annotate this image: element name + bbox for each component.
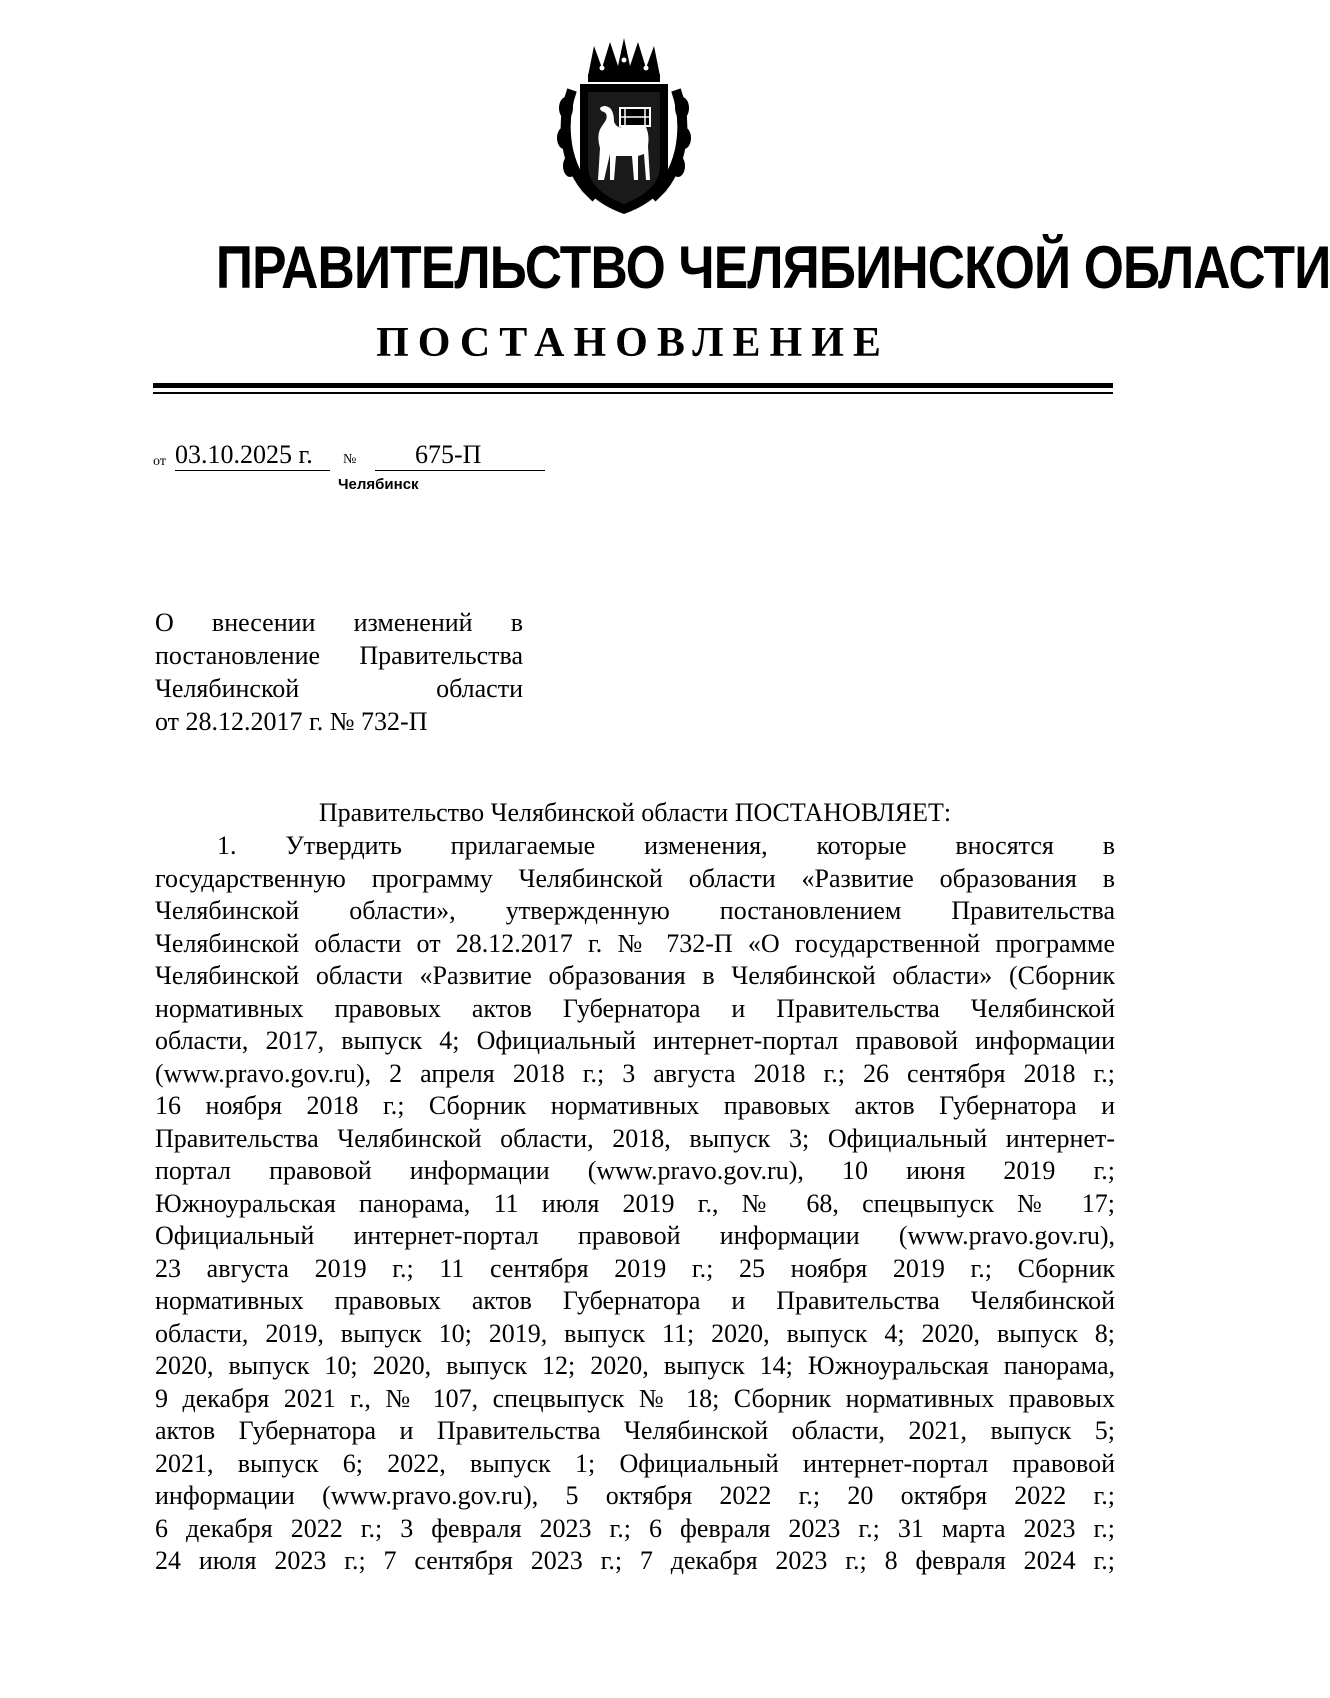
body-line: Челябинской области «Развитие образования в Челябинской области» (Сборник (155, 961, 1115, 990)
body-line: Южноуральская панорама, 11 июля 2019 г., № 68, спецвыпуск № 17; (155, 1188, 1115, 1218)
body-line: Официальный интернет-портал правовой информации (www.pravo.gov.ru), (155, 1221, 1115, 1250)
body-line: 24 июля 2023 г.; 7 сентября 2023 г.; 7 декабря 2023 г.; 8 февраля 2024 г.; (155, 1546, 1115, 1575)
document-type: ПОСТАНОВЛЕНИЕ (376, 320, 890, 366)
body-line: 23 августа 2019 г.; 11 сентября 2019 г.; 25 ноября 2019 г.; Сборник (155, 1253, 1115, 1283)
subject-line: О внесении изменений в (155, 608, 523, 637)
body-line: Правительства Челябинской области, 2018, выпуск 3; Официальный интернет- (155, 1123, 1115, 1153)
body-line: 1. Утвердить прилагаемые изменения, которые вносятся в (217, 831, 1115, 860)
coat-of-arms-icon (558, 38, 690, 216)
body-line: 9 декабря 2021 г., № 107, спецвыпуск № 18; Сборник нормативных правовых (155, 1383, 1115, 1413)
body-line: актов Губернатора и Правительства Челябинской области, 2021, выпуск 5; (155, 1416, 1115, 1445)
body-line: портал правовой информации (www.pravo.gov.ru), 10 июня 2019 г.; (155, 1156, 1115, 1185)
body-line: Челябинской области от 28.12.2017 г. № 732-П «О государственной программе (155, 928, 1115, 958)
header-divider-thin (153, 392, 1113, 394)
body-line: нормативных правовых актов Губернатора и Правительства Челябинской (155, 993, 1115, 1023)
document-number: 675-П (375, 440, 545, 471)
resolution-intro: Правительство Челябинской области ПОСТАНОВЛЯЕТ: (318, 798, 952, 827)
body-line: (www.pravo.gov.ru), 2 апреля 2018 г.; 3 августа 2018 г.; 26 сентября 2018 г.; (155, 1058, 1115, 1088)
number-sign: № (343, 452, 357, 467)
body-line: области, 2019, выпуск 10; 2019, выпуск 11; 2020, выпуск 4; 2020, выпуск 8; (155, 1318, 1115, 1348)
header-divider-thick (153, 383, 1113, 388)
body-line: Челябинской области», утвержденную постановлением Правительства (155, 896, 1115, 925)
date-prefix: от (153, 454, 166, 469)
body-line: 6 декабря 2022 г.; 3 февраля 2023 г.; 6 февраля 2023 г.; 31 марта 2023 г.; (155, 1513, 1115, 1543)
resolution-body (155, 830, 1115, 1578)
subject-line: Челябинской области (155, 674, 523, 703)
document-subject (155, 606, 523, 738)
subject-line: от 28.12.2017 г. № 732-П (155, 707, 428, 736)
document-date: 03.10.2025 г. (175, 440, 330, 471)
body-line: государственную программу Челябинской области «Развитие образования в (155, 863, 1115, 893)
government-title: ПРАВИТЕЛЬСТВО ЧЕЛЯБИНСКОЙ ОБЛАСТИ (215, 234, 1330, 301)
body-line: области, 2017, выпуск 4; Официальный интернет-портал правовой информации (155, 1026, 1115, 1055)
body-line: 2020, выпуск 10; 2020, выпуск 12; 2020, выпуск 14; Южноуральская панорама, (155, 1351, 1115, 1380)
city-name: Челябинск (338, 476, 419, 493)
body-line: информации (www.pravo.gov.ru), 5 октября 2022 г.; 20 октября 2022 г.; (155, 1481, 1115, 1510)
body-line: 16 ноября 2018 г.; Сборник нормативных правовых актов Губернатора и (155, 1091, 1115, 1120)
subject-line: постановление Правительства (155, 641, 523, 670)
body-line: 2021, выпуск 6; 2022, выпуск 1; Официальный интернет-портал правовой (155, 1448, 1115, 1478)
body-line: нормативных правовых актов Губернатора и Правительства Челябинской (155, 1286, 1115, 1315)
